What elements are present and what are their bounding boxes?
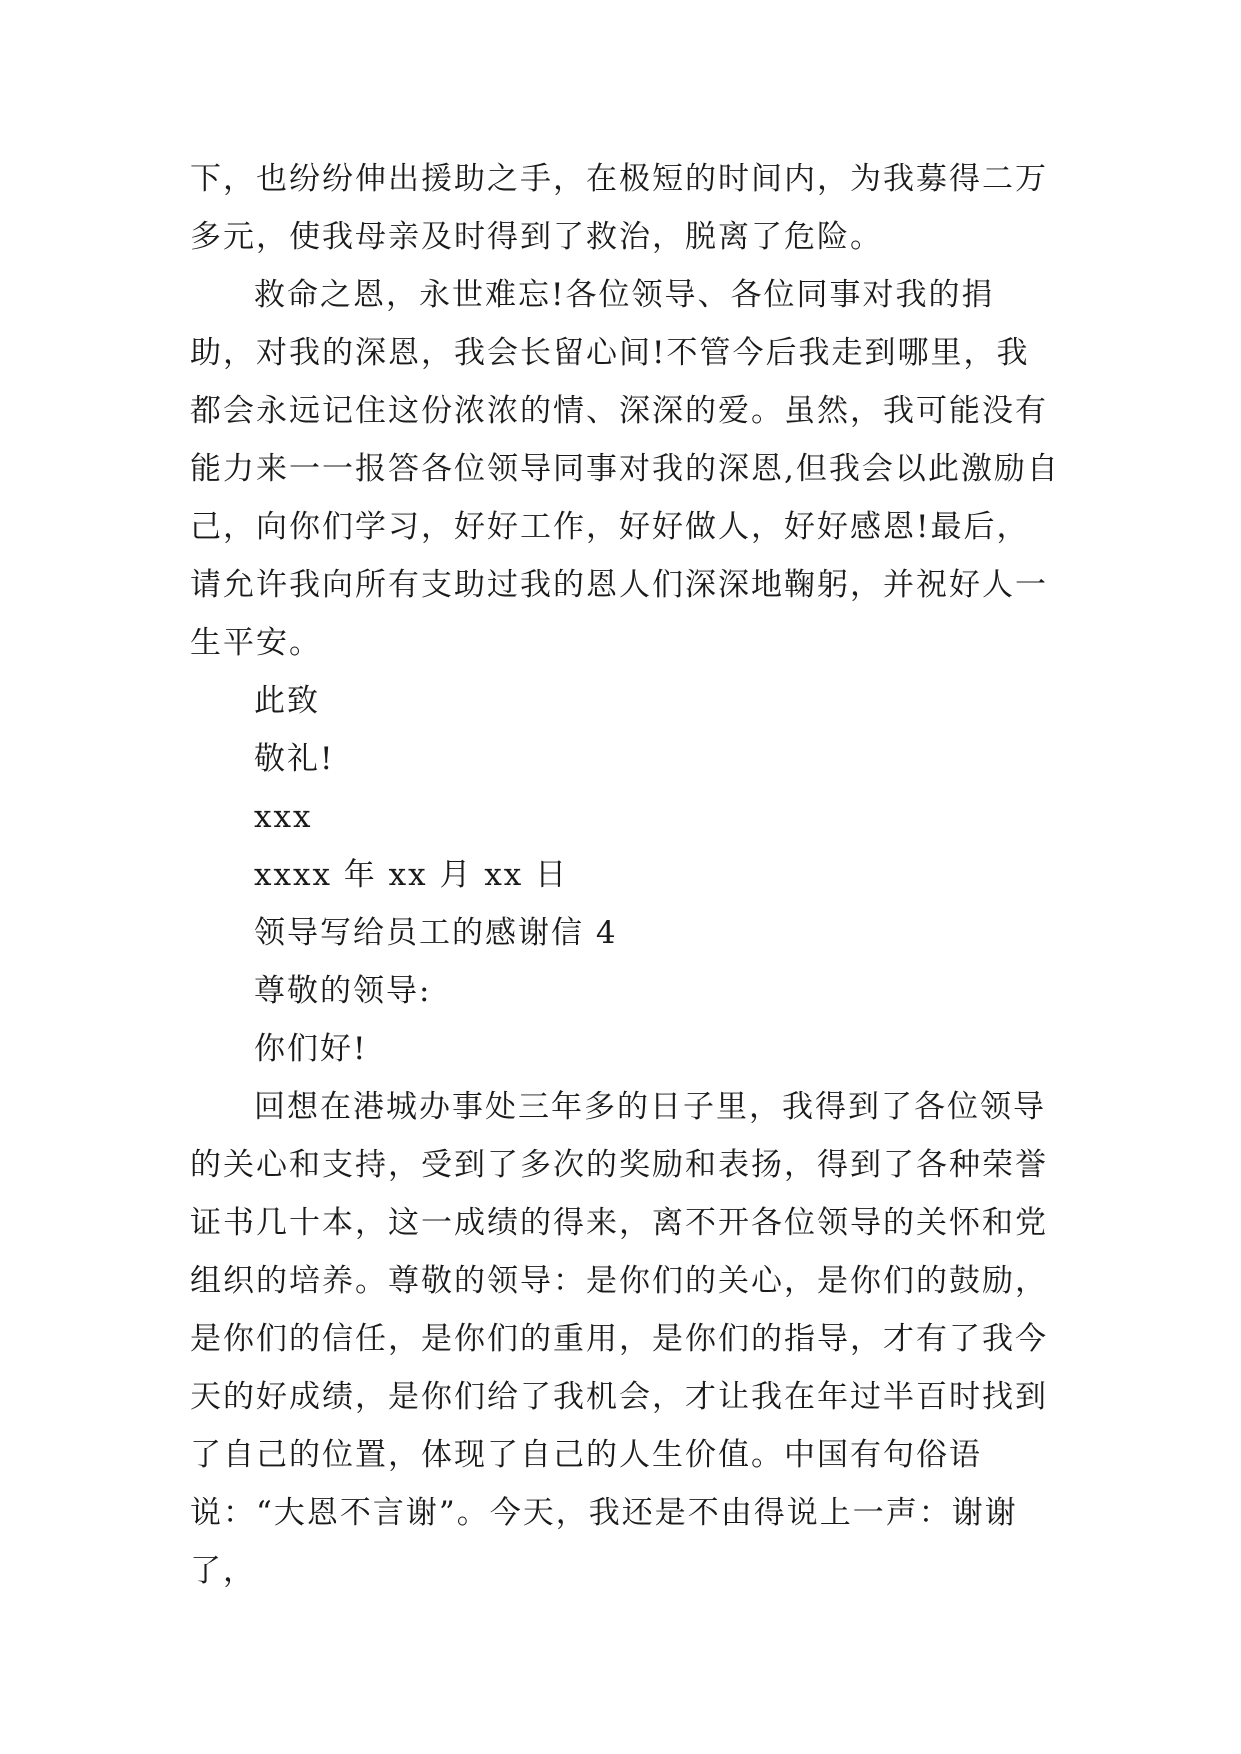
section-heading: 领导写给员工的感谢信 4: [254, 915, 618, 951]
closing-salutation: 此致: [254, 683, 320, 719]
paragraph-continuation: 下，也纷纷伸出援助之手，在极短的时间内，为我募得二万多元，使我母亲及时得到了救治，脱离了危险。: [190, 161, 1048, 255]
signature-date: xxxx 年 xx 月 xx 日: [254, 857, 569, 893]
signature-name: xxx: [254, 799, 313, 835]
paragraph-reflection: 回想在港城办事处三年多的日子里，我得到了各位领导的关心和支持，受到了多次的奖励和表扬，得到了各种荣誉证书几十本，这一成绩的得来，离不开各位领导的关怀和党组织的培养。尊敬的领导：是你们的关心，是你们的鼓励，是你们的信任，是你们的重用，是你们的指导，才有了我今天的好成绩，是你们给了我机会，才让我在年过半百时找到了自己的位置，体现了自己的人生价值。中国有句俗语说：“大恩不言谢”。今天，我还是不由得说上一声：谢谢了，: [190, 1089, 1048, 1589]
letter-greeting: 尊敬的领导:: [254, 973, 432, 1009]
closing-regards: 敬礼!: [254, 741, 335, 777]
letter-body: [190, 150, 1060, 1600]
letter-hello: 你们好!: [254, 1031, 368, 1067]
paragraph-gratitude: 救命之恩，永世难忘!各位领导、各位同事对我的捐助，对我的深恩，我会长留心间!不管今后我走到哪里，我都会永远记住这份浓浓的情、深深的爱。虽然，我可能没有能力来一一报答各位领导同事对我的深恩,但我会以此激励自己，向你们学习，好好工作，好好做人，好好感恩!最后，请允许我向所有支助过我的恩人们深深地鞠躬，并祝好人一生平安。: [190, 277, 1060, 661]
